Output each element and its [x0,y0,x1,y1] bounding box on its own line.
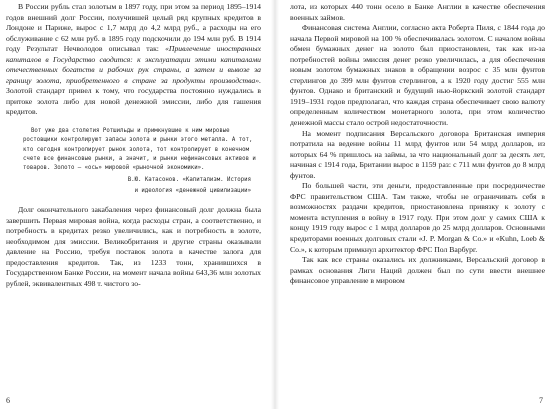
left-page-number: 6 [6,396,10,405]
right-paragraph-3: На момент подписания Версальского договора Британская империя потратила на ведение войны 11 млрд фунтов или 54 млрд долларов, из которых 64 % пришлось на займы, за что национальный долг за десять лет, начиная с 1914 года, Британии вырос в 1159 раз: с 711 млн фунтов до 8 млрд фунтов. [290,128,545,180]
quote-source-line-2: и идеология «денежной цивилизации» [134,187,251,194]
left-text-column [6,2,261,289]
left-paragraph-1-text: В России рубль стал золотым в 1897 году, при этом за период 1895–1914 годов внешний долг России, получившей целый ряд крупных кредитов в Лондоне и Париже, вырос с 1,7 млрд до 4,2 млрд руб., а расходы на его обслуживание с 62 млн руб. в 1895 году подскочили до 194 млн руб. В 1914 году Результат Нечволодов описывал так: [6,2,261,54]
right-page-number: 7 [539,396,543,405]
epigraph-quote [23,127,261,196]
right-text-column [290,2,545,287]
quote-text: Вот уже два столетия Ротшильды и примкнувшие к ним мировые ростовщики контролируют запасы золота и рынки этого металла. А тот, кто сегодня контролирует рынок золота, тот контролирует в конечном счете все финансовые рынки, а значит, и рынки нефинансовых активов и товаров. Золото — «ось» мировой «рыночной экономики». [23,128,256,172]
right-page [275,0,550,409]
right-paragraph-5: Так как все страны оказались их должниками, Версальский договор в рамках основания Лиги Наций должен был по сути ввести внешнее финансовое управление в мировом [290,255,545,286]
right-paragraph-2: Финансовая система Англии, согласно акта Роберта Пиля, с 1844 года до начала Первой мировой на 100 % обеспечивалась золотом. С началом войны обмен бумажных денег на золото был приостановлен, так как из-за потребностей войны эмиссия денег резко увеличилась, а для обеспечения новым золотом бумажных знаков в обращении возрос с 35 млн фунтов стерлингов до 399 млн фунтов стерлингов, а к 1920 году достиг 555 млн фунтов. Однако и британский и будущий нью-йоркский золотой стандарт 1919–1931 годов предполагал, что каждая страна обеспечивает свою валюту определенным количеством монетарного золота, при этом количество денежной массы стало острой недостаточности. [290,23,545,128]
left-paragraph-1 [6,2,261,118]
right-paragraph-1: лота, из которых 440 тонн осело в Банке Англии в качестве обеспечения военных займов. [290,2,545,22]
right-paragraph-4: По большей части, эти деньги, предоставленные при посредничестве ФРС правительством США. Там также, чтобы не ограничивать себя в возможностях раздачи кредитов, приостановлена привязку к золоту с момента вступления в войну в 1917 году. При этом долг у самих США к концу 1919 году вырос с 1 млрд долларов до 25 млрд долларов. Основными кредиторами военных долговых стали «J. P. Morgan & Co.» и «Kuhn, Loeb & Co.», к которым примкнул архитектор ФРС Пол Варбург. [290,181,545,254]
left-paragraph-1-continuation: Золотой стандарт привел к тому, что государства постоянно нуждались в притоке золота либо для новой денежной эмиссии, либо для гашения кредитов. [6,86,261,117]
left-paragraph-2: Долг окончательного закабаления через финансовый долг должна была завершить Первая мировая война, когда расходы стран, а соответственно, и потребность в кредитах резко увеличились, как и потребность в золоте, необходимом для эмиссии. Великобритания и другие страны оказывали давление на Россию, требуя поставок золота в качестве залога для предоставления кредитов. Так, из 1233 тонн, хранившихся в Государственном Банке России, на момент начала войны 643,36 млн золотых рублей, эквивалентных 498 т. чистого зо- [6,205,261,288]
quote-source-line-1: В.Ю. Катасонов. «Капитализм. История [127,176,251,183]
nechvolodov-citation: «Привлечение иностранных капиталов в Государство сводится: к эксплуатации этими капиталами отечественных богатств и рабочих рук страны, а затем и вывозе за границу золота, приобретенного в стране за продукты производства». [6,44,261,85]
